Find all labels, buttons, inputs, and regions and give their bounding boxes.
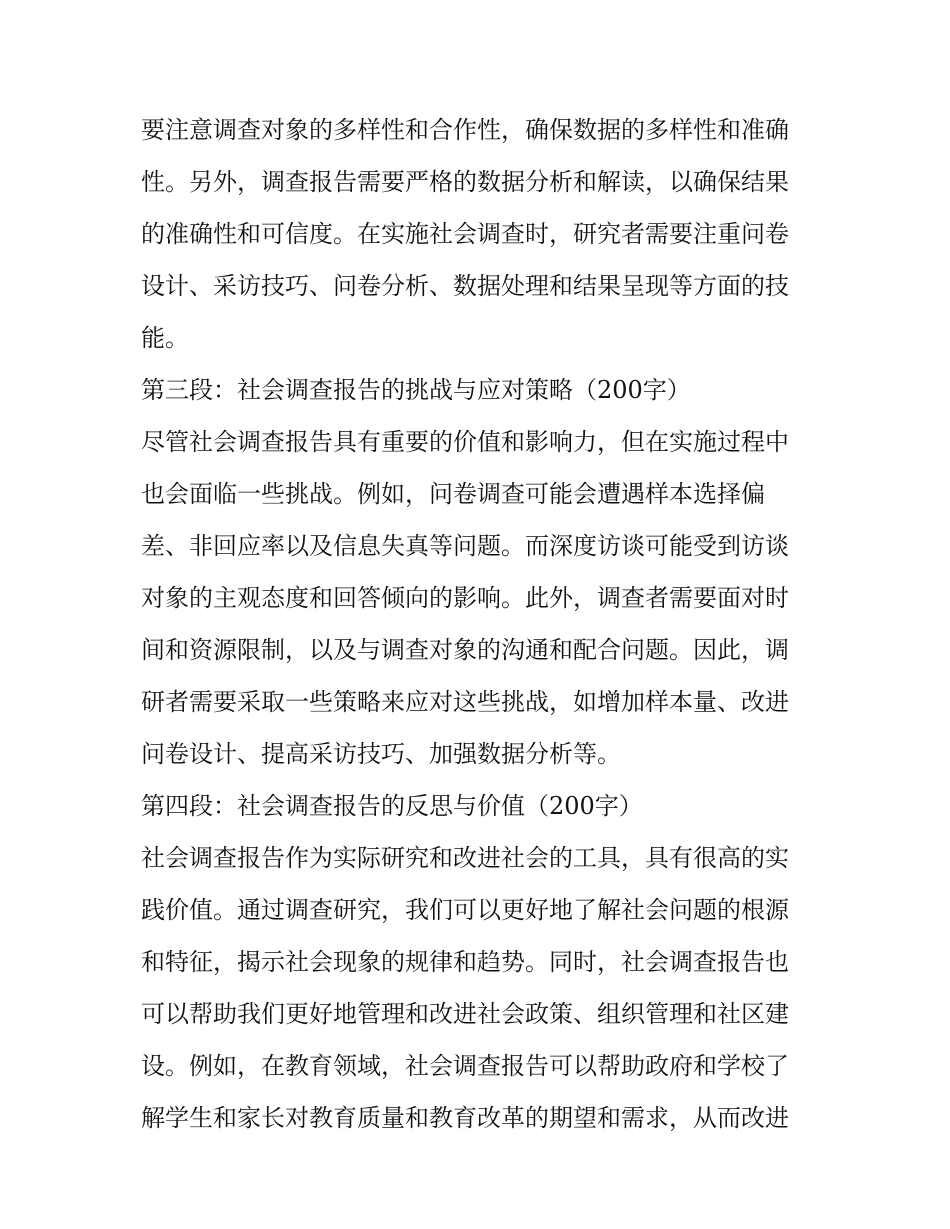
- text-line-1: 要注意调查对象的多样性和合作性，确保数据的多样性和准确: [141, 116, 789, 144]
- text-line-9: 差、非回应率以及信息失真等问题。而深度访谈可能受到访谈: [141, 532, 789, 560]
- text-line-15: 社会调查报告作为实际研究和改进社会的工具，具有很高的实: [141, 844, 789, 872]
- document-page: [141, 104, 821, 1144]
- text-line-3: 的准确性和可信度。在实施社会调查时，研究者需要注重问卷: [141, 220, 789, 248]
- text-line-16: 践价值。通过调查研究，我们可以更好地了解社会问题的根源: [141, 896, 789, 924]
- text-line-2: 性。另外，调查报告需要严格的数据分析和解读，以确保结果: [141, 168, 789, 196]
- text-line-11: 间和资源限制，以及与调查对象的沟通和配合问题。因此，调: [141, 636, 789, 664]
- text-line-4: 设计、采访技巧、问卷分析、数据处理和结果呈现等方面的技: [141, 272, 789, 300]
- text-line-20: 解学生和家长对教育质量和教育改革的期望和需求，从而改进: [141, 1104, 789, 1132]
- text-line-7: 尽管社会调查报告具有重要的价值和影响力，但在实施过程中: [141, 428, 789, 456]
- text-line-12: 研者需要采取一些策略来应对这些挑战，如增加样本量、改进: [141, 688, 789, 716]
- text-line-13: 问卷设计、提高采访技巧、加强数据分析等。: [141, 740, 621, 768]
- text-line-19: 设。例如，在教育领域，社会调查报告可以帮助政府和学校了: [141, 1052, 789, 1080]
- text-line-8: 也会面临一些挑战。例如，问卷调查可能会遭遇样本选择偏: [141, 480, 765, 508]
- text-line-10: 对象的主观态度和回答倾向的影响。此外，调查者需要面对时: [141, 584, 789, 612]
- text-line-5: 能。: [141, 324, 189, 352]
- section-heading-3: 第三段：社会调查报告的挑战与应对策略（200字）: [141, 376, 691, 404]
- text-line-17: 和特征，揭示社会现象的规律和趋势。同时，社会调查报告也: [141, 948, 789, 976]
- section-heading-4: 第四段：社会调查报告的反思与价值（200字）: [141, 792, 643, 820]
- text-line-18: 可以帮助我们更好地管理和改进社会政策、组织管理和社区建: [141, 1000, 789, 1028]
